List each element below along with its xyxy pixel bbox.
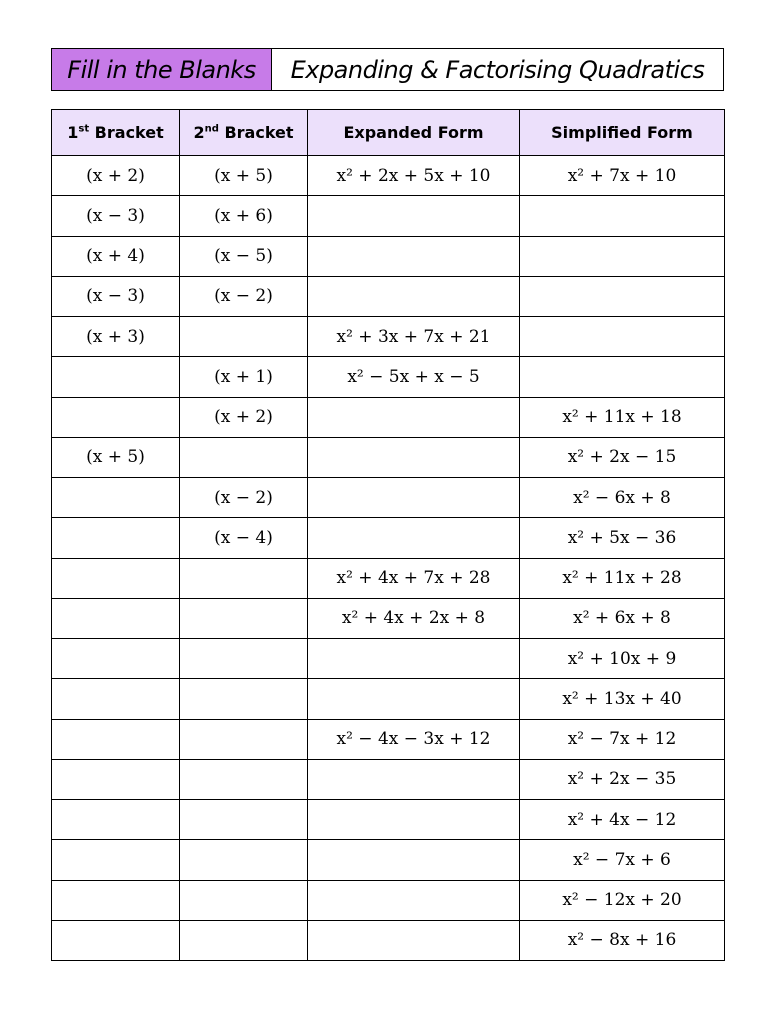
first-bracket-cell[interactable] — [52, 639, 180, 679]
expanded-form-cell[interactable] — [308, 840, 520, 880]
first-bracket-cell[interactable] — [52, 840, 180, 880]
second-bracket-cell[interactable] — [180, 437, 308, 477]
first-bracket-cell[interactable] — [52, 598, 180, 638]
worksheet-title-bar — [51, 48, 724, 91]
worksheet-table — [51, 109, 725, 961]
simplified-form-cell[interactable] — [520, 317, 725, 357]
expanded-form-cell[interactable] — [308, 679, 520, 719]
simplified-form-cell[interactable]: x² + 10x + 9 — [520, 639, 725, 679]
table-row — [52, 840, 725, 880]
table-row — [52, 639, 725, 679]
expanded-form-cell[interactable]: x² + 2x + 5x + 10 — [308, 156, 520, 196]
first-bracket-cell[interactable] — [52, 397, 180, 437]
table-row — [52, 598, 725, 638]
column-header-simplified-form: Simplified Form — [520, 110, 725, 156]
table-row — [52, 397, 725, 437]
second-bracket-cell[interactable] — [180, 920, 308, 960]
expanded-form-cell[interactable]: x² + 4x + 2x + 8 — [308, 598, 520, 638]
column-header-second-bracket: 2nd Bracket — [180, 110, 308, 156]
first-bracket-cell[interactable] — [52, 679, 180, 719]
simplified-form-cell[interactable] — [520, 276, 725, 316]
simplified-form-cell[interactable]: x² − 7x + 12 — [520, 719, 725, 759]
simplified-form-cell[interactable]: x² + 11x + 18 — [520, 397, 725, 437]
second-bracket-cell[interactable]: (x + 2) — [180, 397, 308, 437]
second-bracket-cell[interactable]: (x + 1) — [180, 357, 308, 397]
expanded-form-cell[interactable] — [308, 920, 520, 960]
simplified-form-cell[interactable]: x² + 4x − 12 — [520, 800, 725, 840]
table-row — [52, 759, 725, 799]
simplified-form-cell[interactable] — [520, 196, 725, 236]
expanded-form-cell[interactable]: x² + 4x + 7x + 28 — [308, 558, 520, 598]
expanded-form-cell[interactable] — [308, 437, 520, 477]
column-header-expanded-form: Expanded Form — [308, 110, 520, 156]
table-row — [52, 518, 725, 558]
simplified-form-cell[interactable]: x² + 2x − 15 — [520, 437, 725, 477]
table-row — [52, 719, 725, 759]
table-row — [52, 800, 725, 840]
second-bracket-cell[interactable] — [180, 800, 308, 840]
second-bracket-cell[interactable] — [180, 840, 308, 880]
first-bracket-cell[interactable]: (x + 4) — [52, 236, 180, 276]
first-bracket-cell[interactable] — [52, 518, 180, 558]
second-bracket-cell[interactable] — [180, 639, 308, 679]
first-bracket-cell[interactable] — [52, 920, 180, 960]
expanded-form-cell[interactable]: x² + 3x + 7x + 21 — [308, 317, 520, 357]
expanded-form-cell[interactable]: x² − 4x − 3x + 12 — [308, 719, 520, 759]
expanded-form-cell[interactable] — [308, 276, 520, 316]
second-bracket-cell[interactable] — [180, 880, 308, 920]
first-bracket-cell[interactable] — [52, 759, 180, 799]
simplified-form-cell[interactable]: x² − 12x + 20 — [520, 880, 725, 920]
second-bracket-cell[interactable] — [180, 679, 308, 719]
first-bracket-cell[interactable] — [52, 800, 180, 840]
first-bracket-cell[interactable]: (x + 3) — [52, 317, 180, 357]
table-row — [52, 236, 725, 276]
expanded-form-cell[interactable] — [308, 196, 520, 236]
first-bracket-cell[interactable]: (x − 3) — [52, 276, 180, 316]
second-bracket-cell[interactable]: (x + 6) — [180, 196, 308, 236]
expanded-form-cell[interactable] — [308, 880, 520, 920]
second-bracket-cell[interactable] — [180, 759, 308, 799]
table-row — [52, 276, 725, 316]
first-bracket-cell[interactable] — [52, 719, 180, 759]
header-row — [52, 110, 725, 156]
expanded-form-cell[interactable] — [308, 800, 520, 840]
table-row — [52, 196, 725, 236]
first-bracket-cell[interactable] — [52, 357, 180, 397]
second-bracket-cell[interactable] — [180, 558, 308, 598]
second-bracket-cell[interactable] — [180, 598, 308, 638]
simplified-form-cell[interactable]: x² + 7x + 10 — [520, 156, 725, 196]
first-bracket-cell[interactable] — [52, 558, 180, 598]
second-bracket-cell[interactable]: (x − 4) — [180, 518, 308, 558]
expanded-form-cell[interactable]: x² − 5x + x − 5 — [308, 357, 520, 397]
simplified-form-cell[interactable]: x² + 6x + 8 — [520, 598, 725, 638]
simplified-form-cell[interactable]: x² + 5x − 36 — [520, 518, 725, 558]
table-row — [52, 156, 725, 196]
simplified-form-cell[interactable]: x² − 7x + 6 — [520, 840, 725, 880]
second-bracket-cell[interactable] — [180, 317, 308, 357]
simplified-form-cell[interactable]: x² + 13x + 40 — [520, 679, 725, 719]
expanded-form-cell[interactable] — [308, 639, 520, 679]
second-bracket-cell[interactable]: (x − 2) — [180, 276, 308, 316]
simplified-form-cell[interactable]: x² + 11x + 28 — [520, 558, 725, 598]
worksheet-title: Expanding & Factorising Quadratics — [290, 55, 705, 84]
simplified-form-cell[interactable]: x² − 6x + 8 — [520, 478, 725, 518]
expanded-form-cell[interactable] — [308, 397, 520, 437]
expanded-form-cell[interactable] — [308, 518, 520, 558]
first-bracket-cell[interactable]: (x + 2) — [52, 156, 180, 196]
table-row — [52, 478, 725, 518]
first-bracket-cell[interactable]: (x + 5) — [52, 437, 180, 477]
simplified-form-cell[interactable]: x² + 2x − 35 — [520, 759, 725, 799]
table-body — [52, 156, 725, 961]
first-bracket-cell[interactable]: (x − 3) — [52, 196, 180, 236]
simplified-form-cell[interactable] — [520, 357, 725, 397]
table-row — [52, 317, 725, 357]
table-row — [52, 357, 725, 397]
second-bracket-cell[interactable]: (x + 5) — [180, 156, 308, 196]
table-row — [52, 558, 725, 598]
expanded-form-cell[interactable] — [308, 236, 520, 276]
second-bracket-cell[interactable] — [180, 719, 308, 759]
second-bracket-cell[interactable]: (x − 5) — [180, 236, 308, 276]
table-row — [52, 880, 725, 920]
column-header-first-bracket: 1st Bracket — [52, 110, 180, 156]
second-bracket-cell[interactable]: (x − 2) — [180, 478, 308, 518]
worksheet-label: Fill in the Blanks — [52, 49, 272, 90]
simplified-form-cell[interactable]: x² − 8x + 16 — [520, 920, 725, 960]
table-row — [52, 437, 725, 477]
table-row — [52, 920, 725, 960]
expanded-form-cell[interactable] — [308, 759, 520, 799]
simplified-form-cell[interactable] — [520, 236, 725, 276]
table-row — [52, 679, 725, 719]
first-bracket-cell[interactable] — [52, 478, 180, 518]
first-bracket-cell[interactable] — [52, 880, 180, 920]
expanded-form-cell[interactable] — [308, 478, 520, 518]
